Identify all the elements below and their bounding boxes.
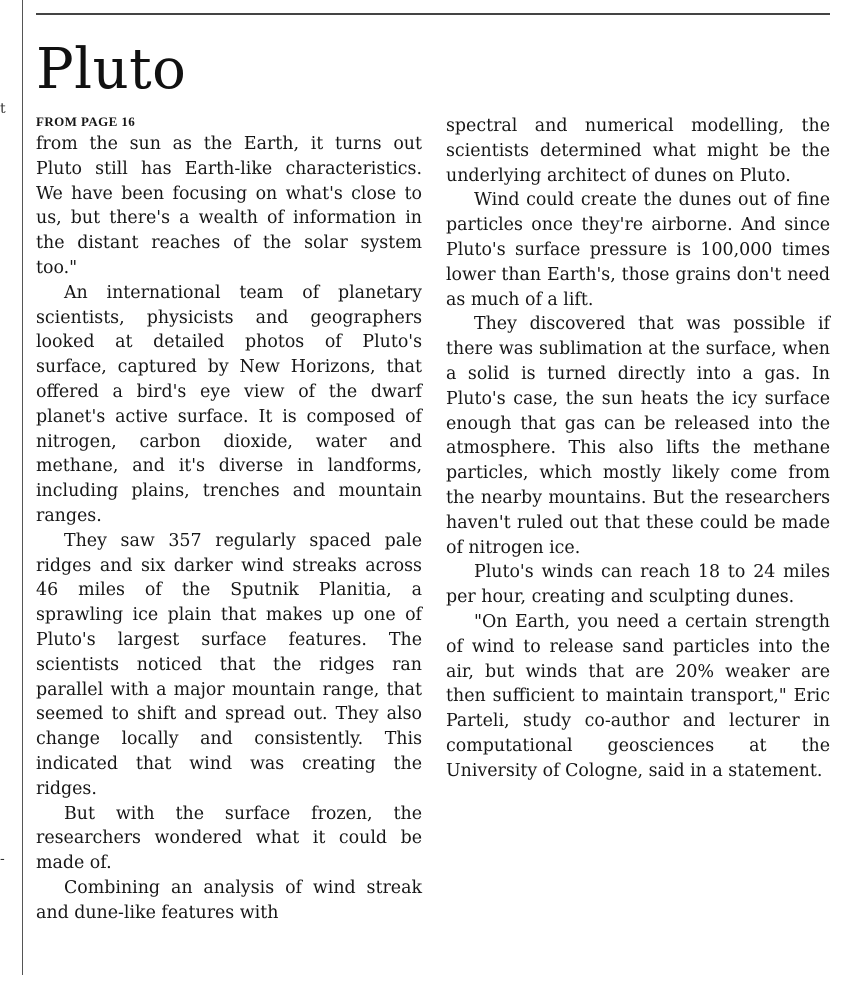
top-rule bbox=[36, 13, 830, 15]
paragraph: But with the surface frozen, the researchers wondered what it could be made of. bbox=[36, 803, 422, 874]
paragraph: Pluto's winds can reach 18 to 24 miles per hour, creating and sculpting dunes. bbox=[446, 562, 830, 608]
article-column-left bbox=[36, 114, 422, 926]
article-headline: Pluto bbox=[36, 37, 187, 102]
column-divider-rule bbox=[22, 0, 23, 975]
paragraph: from the sun as the Earth, it turns out Pluto still has Earth-like characteristics. We have been focusing on what's close to us, but there's a wealth of information in the distant reaches of the solar system too." bbox=[36, 134, 422, 278]
jump-line: FROM PAGE 16 bbox=[36, 114, 136, 129]
paragraph: spectral and numerical modelling, the scientists determined what might be the underlying architect of dunes on Pluto. bbox=[446, 116, 830, 186]
paragraph: An international team of planetary scientists, physicists and geographers looked at detailed photos of Pluto's surface, captured by New Horizons, that offered a bird's eye view of the dwarf planet's active surface. It is composed of nitrogen, carbon dioxide, water and methane, and it's diverse in landforms, including plains, trenches and mountain ranges. bbox=[36, 282, 422, 526]
paragraph: Wind could create the dunes out of fine particles once they're airborne. And since Pluto's surface pressure is 100,000 times lower than Earth's, those grains don't need as much of a lift. bbox=[446, 190, 830, 310]
paragraph: They saw 357 regularly spaced pale ridges and six darker wind streaks across 46 miles of the Sputnik Planitia, a sprawling ice plain that makes up one of Pluto's largest surface features. The scientists noticed that the ridges ran parallel with a major mountain range, that seemed to shift and spread out. They also change locally and consistently. This indicated that wind was creating the ridges. bbox=[36, 530, 422, 799]
paragraph: Combining an analysis of wind streak and dune-like features with bbox=[36, 877, 422, 923]
paragraph: "On Earth, you need a certain strength of wind to release sand particles into the air, but winds that are 20% weaker are then sufficient to maintain transport," Eric Parteli, study co-author and lecturer in computational geosciences at the University of Cologne, said in a statement. bbox=[446, 611, 830, 781]
adjacent-column-fragment: t bbox=[0, 101, 6, 117]
article-column-right bbox=[446, 114, 830, 784]
adjacent-column-fragment: - bbox=[0, 851, 5, 867]
paragraph: They discovered that was possible if there was sublimation at the surface, when a solid is turned directly into a gas. In Pluto's case, the sun heats the icy surface enough that gas can be released into the atmosphere. This also lifts the methane particles, which mostly likely come from the nearby mountains. But the researchers haven't ruled out that these could be made of nitrogen ice. bbox=[446, 314, 830, 558]
